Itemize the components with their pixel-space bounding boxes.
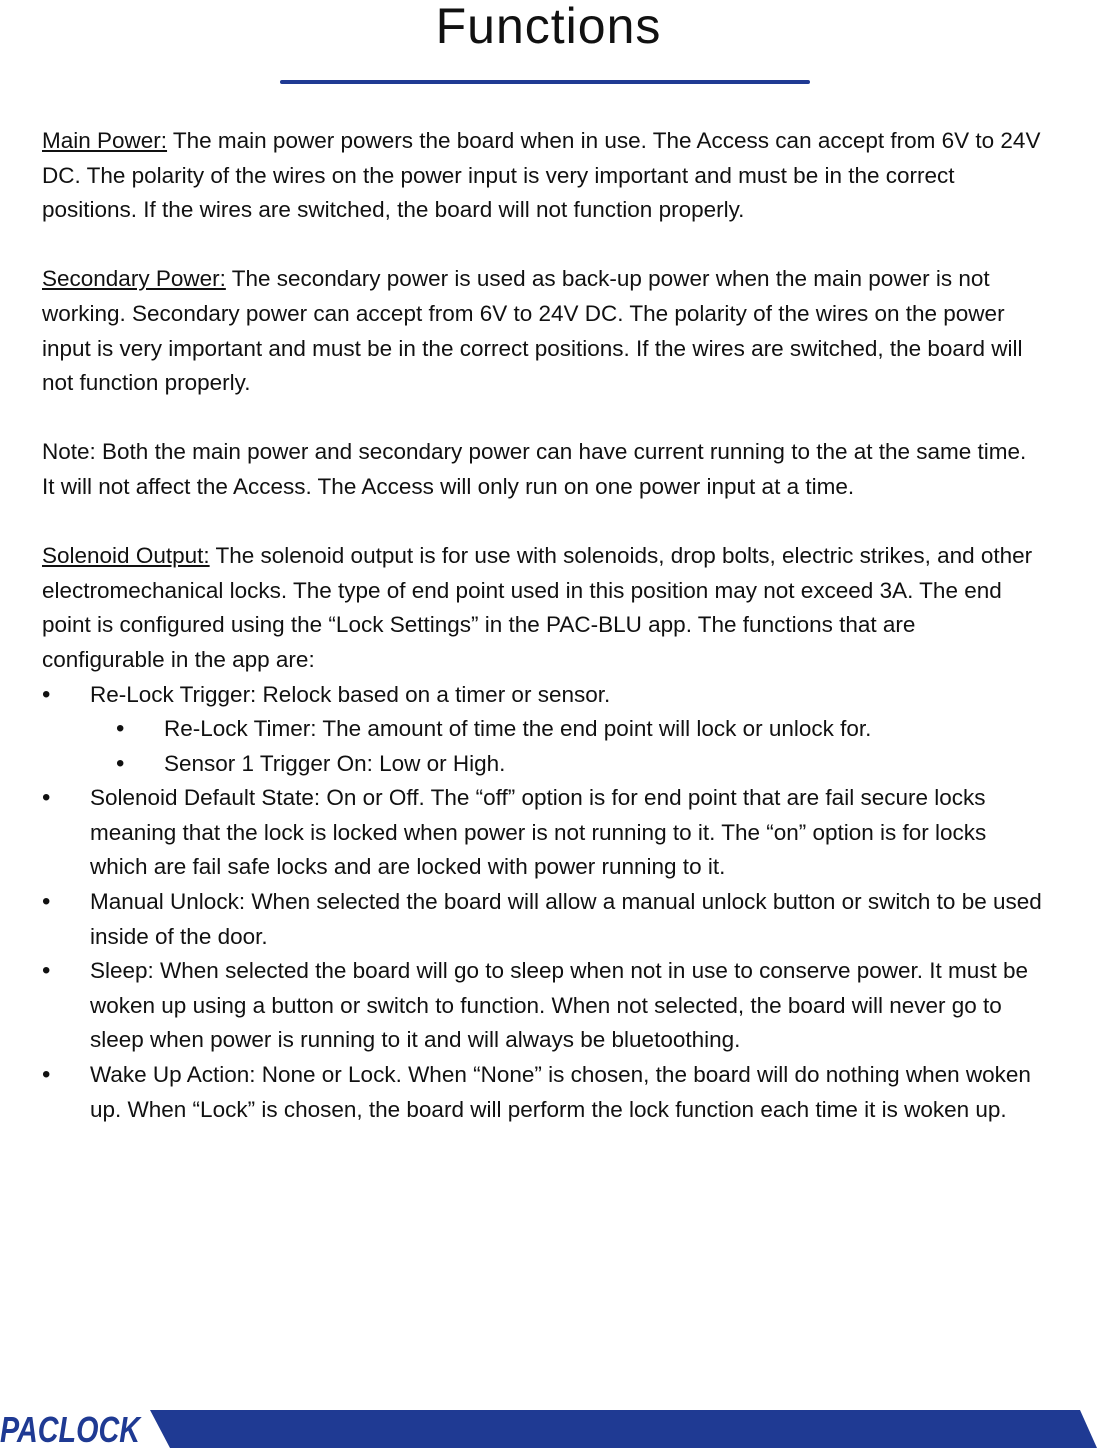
list-item-text: Sensor 1 Trigger On: Low or High. — [164, 750, 506, 776]
list-item — [42, 1058, 1042, 1127]
bullet-icon: • — [116, 715, 125, 743]
list-item — [42, 747, 1042, 782]
document-body — [42, 124, 1042, 1127]
list-item — [42, 781, 1042, 885]
solenoid-output-label: Solenoid Output: — [42, 543, 210, 569]
main-power-paragraph — [42, 124, 1042, 228]
list-item-text: Re-Lock Timer: The amount of time the end point will lock or unlock for. — [164, 716, 872, 742]
list-item-text: Re-Lock Trigger: Relock based on a timer or sensor. — [90, 681, 611, 707]
secondary-power-label: Secondary Power: — [42, 266, 226, 292]
main-power-text: The main power powers the board when in use. The Access can accept from 6V to 24V DC. The polarity of the wires on the power input is very important and must be in the correct positions. If the wires are switched, the board will not function properly. — [42, 128, 1041, 223]
solenoid-output-text: The solenoid output is for use with solenoids, drop bolts, electric strikes, and other electromechanical locks. The type of end point used in this position may not exceed 3A. The end point is configured using the “Lock Settings” in the PAC-BLU app. The functions that are configurable in the app are: — [42, 543, 1033, 672]
title-underline — [280, 80, 810, 84]
bullet-icon: • — [42, 1061, 51, 1089]
list-item — [42, 678, 1042, 713]
footer-bar — [0, 1406, 1097, 1448]
solenoid-settings-list — [42, 678, 1042, 1128]
list-item-text: Manual Unlock: When selected the board will allow a manual unlock button or switch to be used inside of the door. — [90, 889, 1042, 949]
list-item-text: Wake Up Action: None or Lock. When “None” is chosen, the board will do nothing when woken up. When “Lock” is chosen, the board will perform the lock function each time it is woken up. — [90, 1062, 1031, 1122]
paclock-logo: PACLOCK — [0, 1409, 143, 1448]
bullet-icon: • — [42, 888, 51, 916]
list-item — [42, 885, 1042, 954]
page-title: Functions — [435, 0, 662, 54]
list-item-text: Solenoid Default State: On or Off. The “off” option is for end point that are fail secure locks meaning that the lock is locked when power is not running to it. The “on” option is for locks which are fail safe locks and are locked with power running to it. — [90, 785, 987, 880]
secondary-power-text: The secondary power is used as back-up power when the main power is not working. Secondary power can accept from 6V to 24V DC. The polarity of the wires on the power input is very important and must be in the correct positions. If the wires are switched, the board will not function properly. — [42, 266, 1023, 396]
footer-graphic — [0, 1406, 1097, 1448]
bullet-icon: • — [42, 680, 51, 708]
list-item — [42, 954, 1042, 1058]
bullet-icon: • — [116, 749, 125, 777]
bullet-icon: • — [42, 957, 51, 985]
note-text: Note: Both the main power and secondary power can have current running to the at the same time. It will not affect the Access. The Access will only run on one power input at a time. — [42, 439, 1027, 499]
list-item — [42, 712, 1042, 747]
solenoid-output-paragraph — [42, 539, 1042, 677]
list-item-text: Sleep: When selected the board will go to sleep when not in use to conserve power. It must be woken up using a button or switch to function. When not selected, the board will never go to sleep when power is running to it and will always be bluetoothing. — [90, 958, 1029, 1053]
secondary-power-paragraph — [42, 262, 1042, 400]
bullet-icon: • — [42, 784, 51, 812]
note-paragraph — [42, 435, 1042, 504]
main-power-label: Main Power: — [42, 128, 168, 153]
footer-stripe — [150, 1410, 1097, 1448]
